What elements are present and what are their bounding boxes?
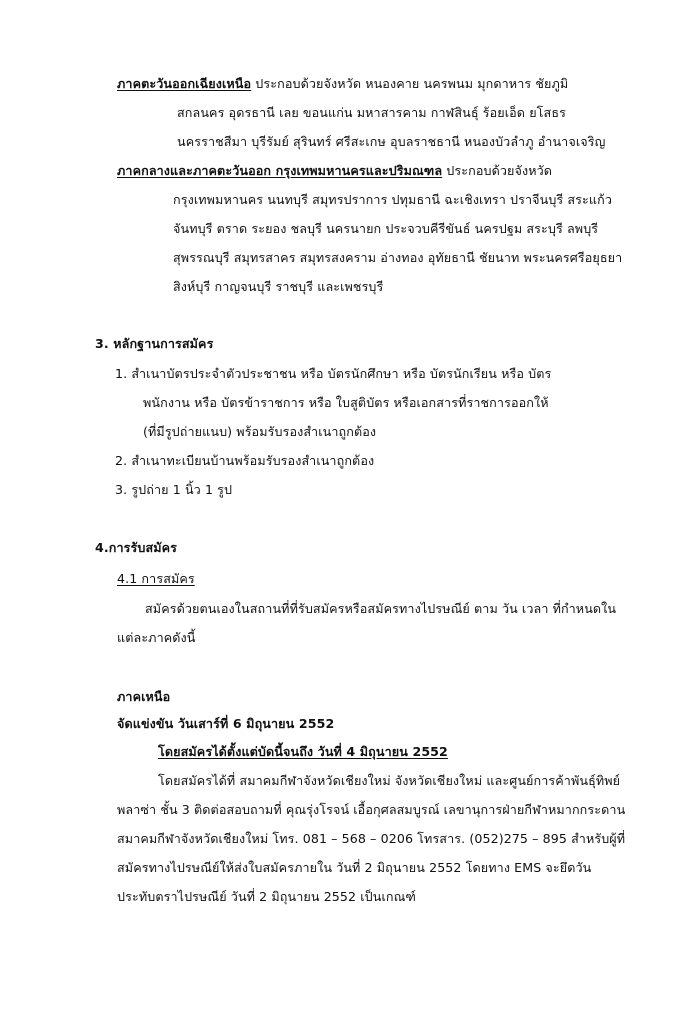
north-apply-until: โดยสมัครได้ตั้งแต่บัดนี้จนถึง วันที่ 4 มิถุนายน 2552	[158, 744, 448, 759]
central-east-line-5: สิงห์บุรี กาญจนบุรี ราชบุรี และเพชรบุรี	[173, 279, 384, 294]
northeast-line-2: สกลนคร อุดรธานี เลย ขอนแก่น มหาสารคาม กาฬสินธุ์ ร้อยเอ็ด ยโสธร	[177, 105, 566, 120]
central-east-line-2: กรุงเทพมหานคร นนทบุรี สมุทรปราการ ปทุมธานี ฉะเชิงเทรา ปราจีนบุรี สระแก้ว	[173, 192, 613, 207]
northeast-intro-text: ประกอบด้วยจังหวัด หนองคาย นครพนม มุกดาหาร ชัยภูมิ	[255, 76, 569, 91]
section-3-item-3: 3. รูปถ่าย 1 นิ้ว 1 รูป	[115, 482, 233, 497]
north-details-line-4: สมัครทางไปรษณีย์ให้ส่งใบสมัครภายใน วันที่ 2 มิถุนายน 2552 โดยทาง EMS จะยึดวัน	[117, 860, 592, 875]
north-heading: ภาคเหนือ	[117, 689, 171, 704]
section-4-heading: 4.การรับสมัคร	[95, 540, 178, 555]
northeast-region-label: ภาคตะวันออกเฉียงเหนือ	[117, 76, 252, 91]
section-4-paragraph-line-1: สมัครด้วยตนเองในสถานที่ที่รับสมัครหรือสมัครทางไปรษณีย์ ตาม วัน เวลา ที่กำหนดใน	[145, 601, 617, 616]
north-competition-date: จัดแข่งขัน วันเสาร์ที่ 6 มิถุนายน 2552	[117, 716, 335, 731]
northeast-line-1	[117, 74, 568, 94]
section-3-item-1: 1. สำเนาบัตรประจำตัวประชาชน หรือ บัตรนักศึกษา หรือ บัตรนักเรียน หรือ บัตร	[115, 366, 552, 381]
central-east-line-4: สุพรรณบุรี สมุทรสาคร สมุทรสงคราม อ่างทอง อุทัยธานี ชัยนาท พระนครศรีอยุธยา	[173, 250, 623, 265]
section-3-heading: 3. หลักฐานการสมัคร	[95, 336, 214, 351]
central-east-region-label: ภาคกลางและภาคตะวันออก กรุงเทพมหานครและปริมณฑล	[117, 163, 443, 178]
section-4-1-heading: 4.1 การสมัคร	[117, 571, 195, 586]
central-east-intro-text: ประกอบด้วยจังหวัด	[446, 163, 553, 178]
section-3-item-1-cont-2: (ที่มีรูปถ่ายแนบ) พร้อมรับรองสำเนาถูกต้อง	[143, 424, 377, 439]
north-details-line-2: พลาซ่า ชั้น 3 ติดต่อสอบถามที่ คุณรุ่งโรจน์ เอื้อกุศลสมบูรณ์ เลขานุการฝ่ายกีฬาหมากกระดาน	[117, 802, 626, 817]
north-details-line-5: ประทับตราไปรษณีย์ วันที่ 2 มิถุนายน 2552 เป็นเกณฑ์	[117, 889, 416, 904]
north-details-line-3: สมาคมกีฬาจังหวัดเชียงใหม่ โทร. 081 – 568 – 0206 โทรสาร. (052)275 – 895 สำหรับผู้ที่	[117, 831, 626, 846]
section-4-paragraph-line-2: แต่ละภาคดังนี้	[117, 630, 196, 645]
section-3-item-2: 2. สำเนาทะเบียนบ้านพร้อมรับรองสำเนาถูกต้อง	[115, 453, 375, 468]
central-east-line-1	[117, 161, 552, 181]
north-details-line-1: โดยสมัครได้ที่ สมาคมกีฬาจังหวัดเชียงใหม่ จังหวัดเชียงใหม่ และศูนย์การค้าพันธุ์ทิพย์	[158, 773, 621, 788]
central-east-line-3: จันทบุรี ตราด ระยอง ชลบุรี นครนายก ประจวบคีรีขันธ์ นครปฐม สระบุรี ลพบุรี	[173, 221, 599, 236]
section-3-item-1-cont-1: พนักงาน หรือ บัตรข้าราชการ หรือ ใบสูติบัตร หรือเอกสารที่ราชการออกให้	[143, 395, 549, 410]
northeast-line-3: นครราชสีมา บุรีรัมย์ สุรินทร์ ศรีสะเกษ อุบลราชธานี หนองบัวลำภู อำนาจเจริญ	[177, 134, 606, 149]
